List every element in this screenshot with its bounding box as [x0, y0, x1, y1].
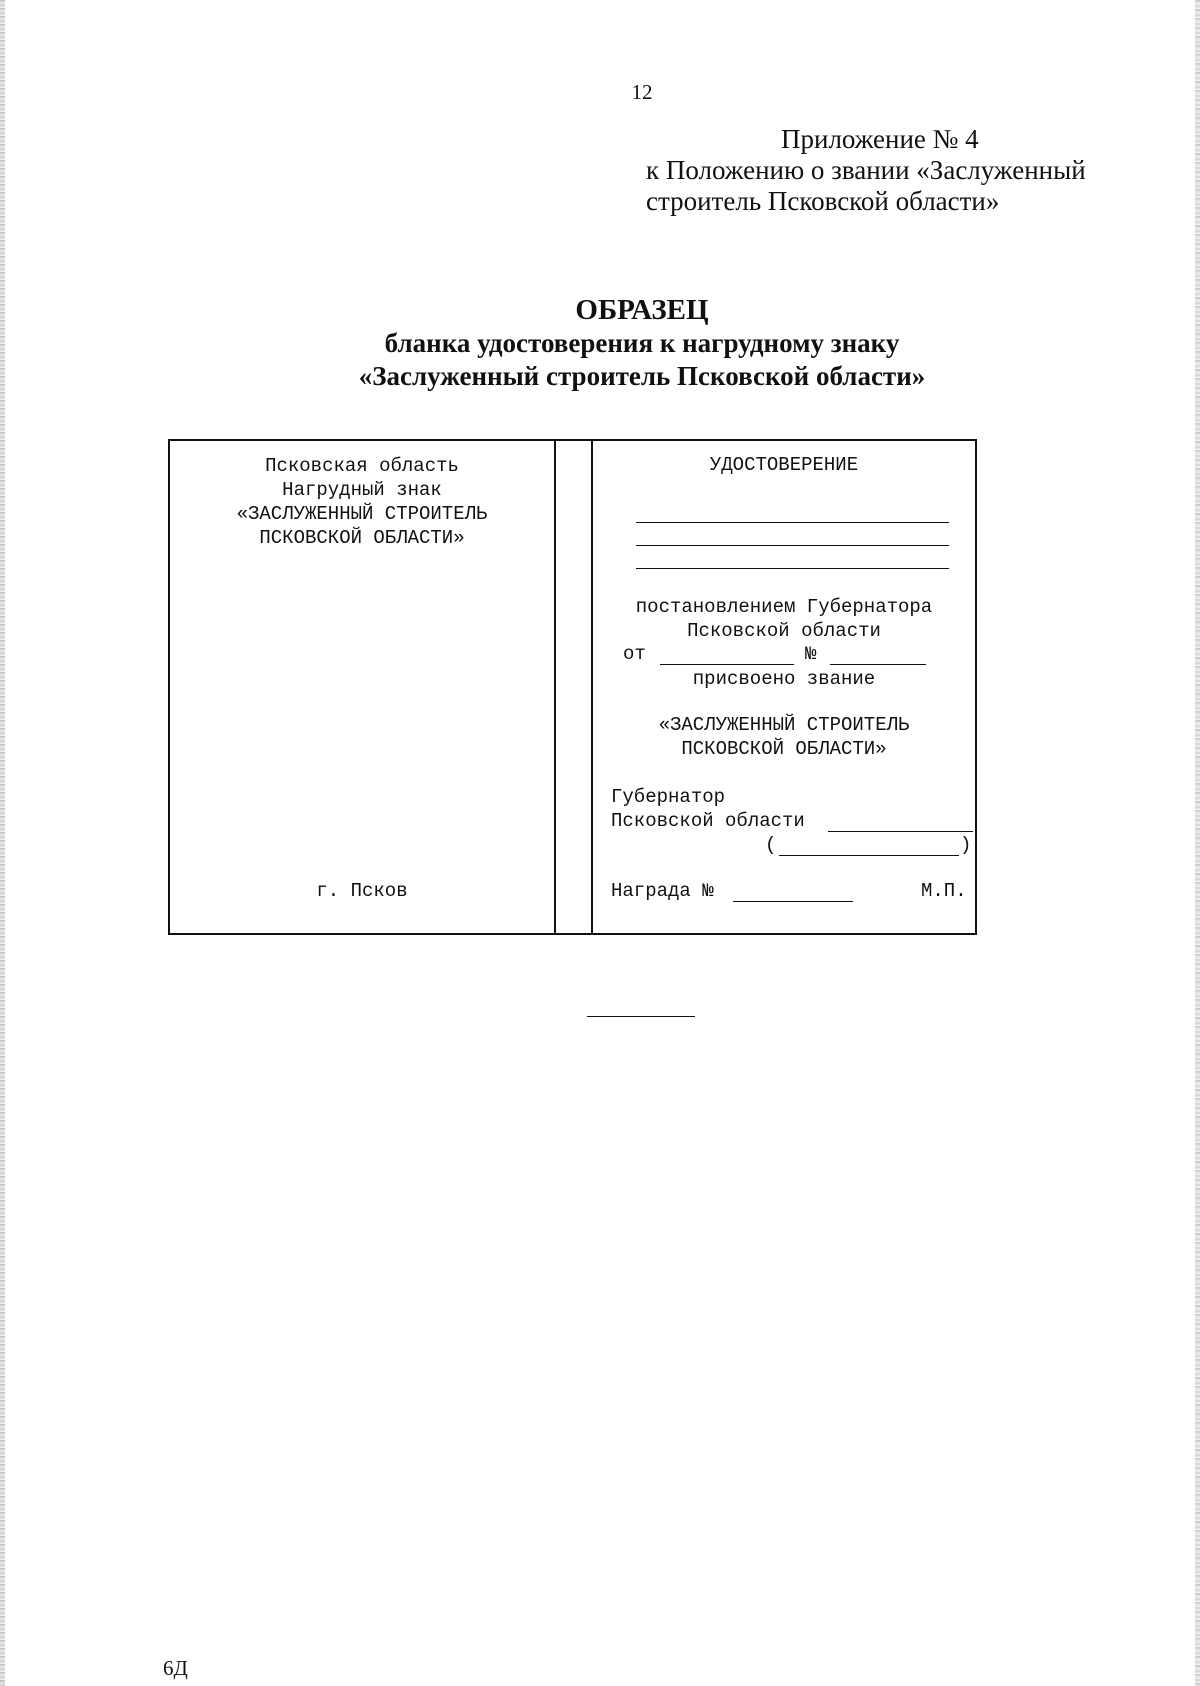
paren-open: (: [765, 834, 777, 856]
appendix-reference-cont: строитель Псковской области»: [646, 186, 1000, 216]
rank-line-1: «ЗАСЛУЖЕННЫЙ СТРОИТЕЛЬ: [658, 714, 910, 736]
decree-text: [593, 595, 975, 643]
document-heading: [0, 293, 1200, 393]
cover-text: [170, 454, 554, 550]
decree-number-sign: №: [805, 643, 817, 665]
name-line-3: [636, 568, 949, 569]
fold-line-left: [554, 441, 556, 933]
decree-line-2: Псковской области: [687, 620, 881, 642]
governor-region: Псковской области: [611, 810, 805, 832]
scan-edge-right: [1195, 0, 1200, 1686]
heading-subtitle-cont: «Заслуженный строитель Псковской области»: [358, 361, 926, 391]
decree-number-line: [830, 664, 926, 665]
appendix-number: Приложение № 4: [781, 124, 979, 154]
signature-name-line: [779, 855, 959, 856]
page-number: 12: [631, 80, 653, 104]
cover-title-cont: ПСКОВСКОЙ ОБЛАСТИ»: [259, 527, 465, 549]
governor-label: Губернатор: [611, 786, 726, 808]
date-line: [660, 664, 794, 665]
rank-text: [593, 713, 975, 761]
scan-edge-left: [0, 0, 5, 1686]
cover-region: Псковская область: [265, 455, 459, 477]
heading-title: ОБРАЗЕЦ: [575, 294, 709, 326]
assigned-text: присвоено звание: [692, 668, 876, 690]
end-of-document-line: [587, 1016, 695, 1017]
signature-line: [828, 831, 973, 832]
certificate-form: [168, 439, 977, 935]
certificate-inner: [593, 441, 975, 933]
name-line-2: [636, 545, 949, 546]
rank-line-2: ПСКОВСКОЙ ОБЛАСТИ»: [681, 738, 887, 760]
cover-badge: Нагрудный знак: [282, 479, 442, 501]
from-label: от: [623, 643, 646, 665]
footer-code: 6Д: [163, 1656, 188, 1680]
decree-line-1: постановлением Губернатора: [635, 596, 933, 618]
appendix-reference: к Положению о звании «Заслуженный: [646, 155, 1086, 185]
cover-city: г. Псков: [316, 880, 408, 902]
heading-subtitle: бланка удостоверения к нагрудному знаку: [384, 328, 900, 358]
award-number-line: [733, 901, 853, 902]
name-line-1: [636, 522, 949, 523]
seal-place: М.П.: [921, 880, 967, 902]
cover-title: «ЗАСЛУЖЕННЫЙ СТРОИТЕЛЬ: [236, 503, 488, 525]
appendix-block: [646, 124, 1166, 217]
paren-close: ): [960, 834, 972, 856]
award-number-label: Награда №: [611, 880, 714, 902]
certificate-title: УДОСТОВЕРЕНИЕ: [709, 454, 859, 476]
